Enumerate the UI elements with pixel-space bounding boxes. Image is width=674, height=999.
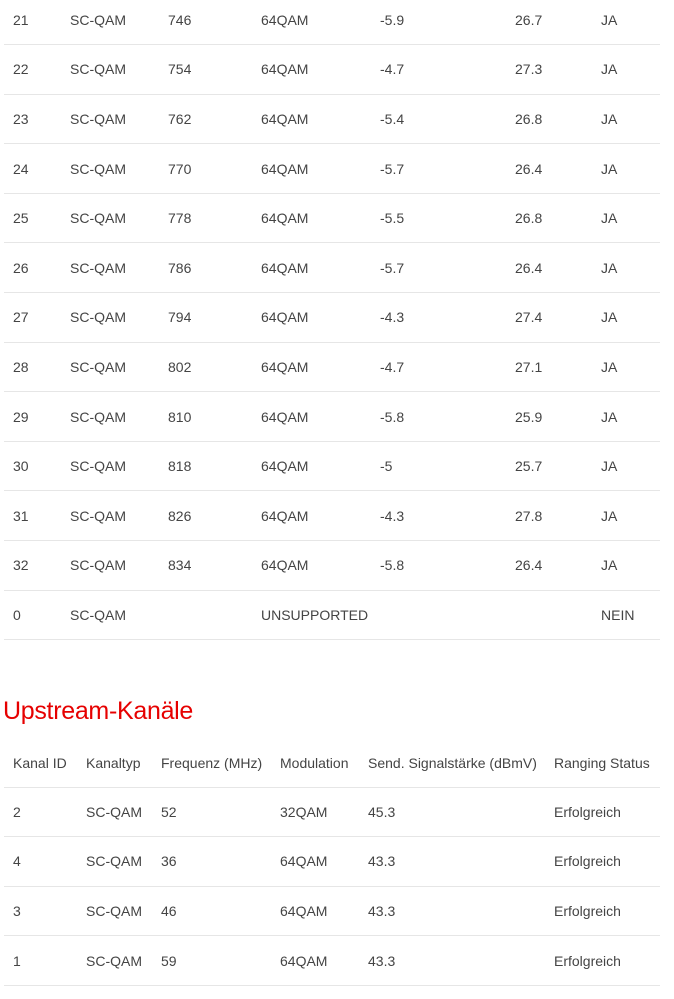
modulation-cell: 64QAM (261, 309, 309, 326)
table-row (4, 837, 660, 887)
frequency-cell: 802 (168, 358, 192, 375)
table-row (4, 293, 660, 343)
locked-cell: JA (601, 507, 618, 524)
snr-cell: 27.3 (515, 61, 543, 78)
channel-type-cell: SC-QAM (70, 259, 126, 276)
channel-type-cell: SC-QAM (70, 606, 126, 623)
frequency-cell: 818 (168, 458, 192, 475)
modulation-cell: 64QAM (261, 557, 309, 574)
table-row (4, 0, 660, 45)
channel-type-cell: SC-QAM (86, 902, 142, 919)
channel-id-cell: 22 (13, 61, 29, 78)
frequency-cell: 59 (161, 952, 177, 969)
channel-type-cell: SC-QAM (70, 557, 126, 574)
frequency-cell: 786 (168, 259, 192, 276)
channel-id-cell: 31 (13, 507, 29, 524)
power-cell: -4.3 (380, 507, 405, 524)
header-frequency: Frequenz (MHz) (161, 754, 263, 771)
header-channel-type: Kanaltyp (86, 754, 141, 771)
power-cell: -5.9 (380, 11, 405, 28)
table-row (4, 243, 660, 293)
channel-id-cell: 25 (13, 210, 29, 227)
locked-cell: JA (601, 309, 618, 326)
frequency-cell: 746 (168, 11, 192, 28)
channel-type-cell: SC-QAM (70, 210, 126, 227)
table-row (4, 541, 660, 591)
modulation-cell: 64QAM (261, 11, 309, 28)
locked-cell: JA (601, 110, 618, 127)
frequency-cell: 762 (168, 110, 192, 127)
snr-cell: 27.4 (515, 309, 543, 326)
channel-id-cell: 1 (13, 952, 21, 969)
header-channel-id: Kanal ID (13, 754, 67, 771)
channel-type-cell: SC-QAM (70, 11, 126, 28)
channel-type-cell: SC-QAM (70, 110, 126, 127)
table-header-row (4, 739, 660, 787)
power-cell (371, 590, 506, 640)
locked-cell: JA (601, 557, 618, 574)
downstream-table (4, 0, 660, 640)
modulation-cell: 32QAM (280, 803, 328, 820)
power-cell: -4.3 (380, 309, 405, 326)
modulation-cell: 64QAM (261, 458, 309, 475)
channel-type-cell: SC-QAM (70, 358, 126, 375)
locked-cell: JA (601, 458, 618, 475)
transmit-power-cell: 43.3 (368, 902, 396, 919)
snr-cell: 26.4 (515, 557, 543, 574)
frequency-cell: 810 (168, 408, 192, 425)
header-ranging-status: Ranging Status (554, 754, 650, 771)
channel-id-cell: 28 (13, 358, 29, 375)
ranging-status-cell: Erfolgreich (554, 952, 621, 969)
table-row (4, 590, 660, 640)
channel-type-cell: SC-QAM (70, 61, 126, 78)
table-row (4, 45, 660, 95)
power-cell: -5.8 (380, 557, 405, 574)
snr-cell: 25.7 (515, 458, 543, 475)
power-cell: -5.4 (380, 110, 405, 127)
snr-cell: 26.4 (515, 259, 543, 276)
locked-cell: JA (601, 210, 618, 227)
transmit-power-cell: 43.3 (368, 952, 396, 969)
channel-id-cell: 4 (13, 853, 21, 870)
frequency-cell: 52 (161, 803, 177, 820)
table-row (4, 144, 660, 194)
header-modulation: Modulation (280, 754, 349, 771)
modulation-cell: 64QAM (261, 259, 309, 276)
snr-cell: 26.8 (515, 210, 543, 227)
power-cell: -5.5 (380, 210, 405, 227)
transmit-power-cell: 43.3 (368, 853, 396, 870)
channel-type-cell: SC-QAM (70, 458, 126, 475)
snr-cell: 26.8 (515, 110, 543, 127)
frequency-cell: 834 (168, 557, 192, 574)
header-transmit-power: Send. Signalstärke (dBmV) (368, 754, 537, 771)
power-cell: -4.7 (380, 61, 405, 78)
snr-cell: 27.8 (515, 507, 543, 524)
modulation-cell: 64QAM (261, 210, 309, 227)
power-cell: -4.7 (380, 358, 405, 375)
power-cell: -5.7 (380, 160, 405, 177)
channel-type-cell: SC-QAM (70, 507, 126, 524)
locked-cell: JA (601, 11, 618, 28)
frequency-cell: 778 (168, 210, 192, 227)
frequency-cell: 46 (161, 902, 177, 919)
channel-id-cell: 32 (13, 557, 29, 574)
power-cell: -5.7 (380, 259, 405, 276)
channel-id-cell: 3 (13, 902, 21, 919)
channel-type-cell: SC-QAM (70, 160, 126, 177)
locked-cell: JA (601, 358, 618, 375)
locked-cell: JA (601, 259, 618, 276)
channel-id-cell: 27 (13, 309, 29, 326)
modulation-cell: 64QAM (261, 358, 309, 375)
channel-id-cell: 0 (13, 606, 21, 623)
ranging-status-cell: Erfolgreich (554, 803, 621, 820)
table-row (4, 392, 660, 442)
channel-id-cell: 30 (13, 458, 29, 475)
channel-type-cell: SC-QAM (86, 952, 142, 969)
snr-cell: 26.4 (515, 160, 543, 177)
ranging-status-cell: Erfolgreich (554, 853, 621, 870)
transmit-power-cell: 45.3 (368, 803, 396, 820)
power-cell: -5.8 (380, 408, 405, 425)
frequency-cell: 770 (168, 160, 192, 177)
frequency-cell: 36 (161, 853, 177, 870)
channel-id-cell: 21 (13, 11, 29, 28)
table-row (4, 936, 660, 986)
table-row (4, 193, 660, 243)
modulation-cell: 64QAM (280, 902, 328, 919)
snr-cell: 25.9 (515, 408, 543, 425)
table-row (4, 94, 660, 144)
channel-id-cell: 23 (13, 110, 29, 127)
table-row (4, 886, 660, 936)
locked-cell: JA (601, 160, 618, 177)
channel-id-cell: 26 (13, 259, 29, 276)
ranging-status-cell: Erfolgreich (554, 902, 621, 919)
modulation-cell: 64QAM (261, 61, 309, 78)
channel-type-cell: SC-QAM (86, 803, 142, 820)
snr-cell: 26.7 (515, 11, 543, 28)
snr-cell: 27.1 (515, 358, 543, 375)
modulation-cell: 64QAM (261, 507, 309, 524)
modulation-cell: 64QAM (280, 952, 328, 969)
power-cell: -5 (380, 458, 393, 475)
locked-cell: NEIN (601, 606, 635, 623)
channel-type-cell: SC-QAM (70, 408, 126, 425)
channel-type-cell: SC-QAM (86, 853, 142, 870)
channel-id-cell: 24 (13, 160, 29, 177)
frequency-cell: 826 (168, 507, 192, 524)
channel-id-cell: 2 (13, 803, 21, 820)
modulation-cell: 64QAM (261, 110, 309, 127)
locked-cell: JA (601, 408, 618, 425)
table-row (4, 491, 660, 541)
modulation-cell: UNSUPPORTED (261, 606, 369, 623)
locked-cell: JA (601, 61, 618, 78)
frequency-cell: 754 (168, 61, 192, 78)
modulation-cell: 64QAM (261, 160, 309, 177)
upstream-section-title: Upstream-Kanäle (3, 697, 194, 725)
table-row (4, 342, 660, 392)
table-row (4, 787, 660, 837)
modulation-cell: 64QAM (280, 853, 328, 870)
channel-id-cell: 29 (13, 408, 29, 425)
frequency-cell (159, 590, 252, 640)
modulation-cell: 64QAM (261, 408, 309, 425)
channel-type-cell: SC-QAM (70, 309, 126, 326)
snr-cell (506, 590, 592, 640)
frequency-cell: 794 (168, 309, 192, 326)
table-row (4, 441, 660, 491)
upstream-table (4, 739, 660, 986)
